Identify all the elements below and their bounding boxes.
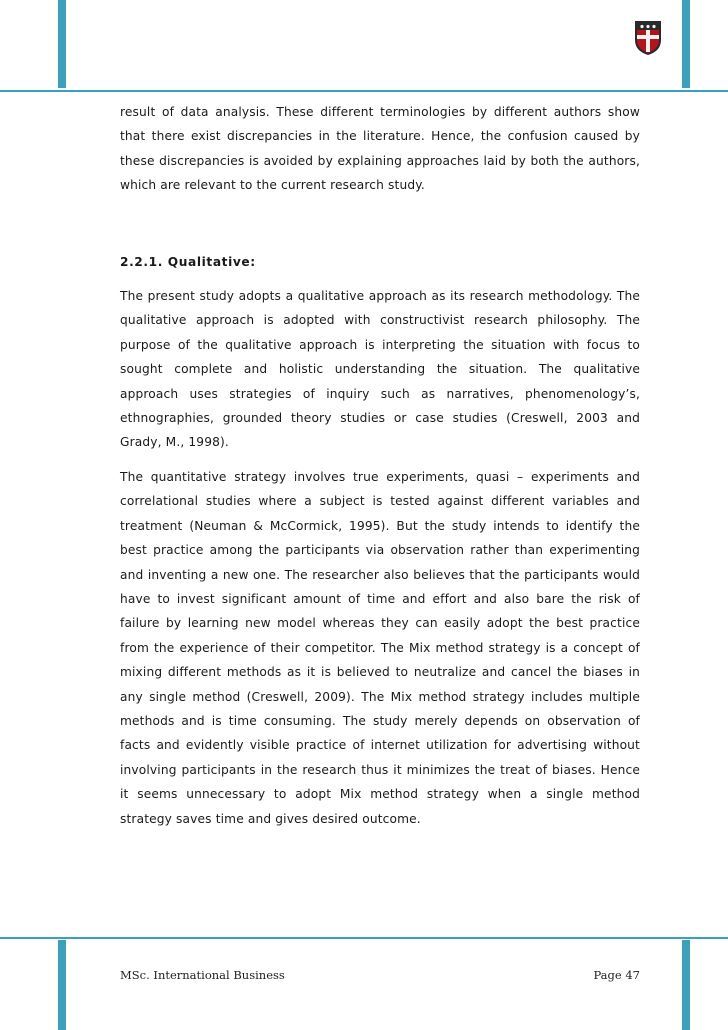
right-bottom-border-bar xyxy=(682,940,690,1030)
footer-rule xyxy=(0,937,728,939)
header-rule xyxy=(0,90,728,92)
intro-paragraph: result of data analysis. These different terminologies by different authors show that there exist discrepancies in the literature. Hence, the confusion caused by these discrepancies is avoided by explaining approaches laid by both the authors, which are relevant to the current research study. xyxy=(120,105,640,193)
university-crest-icon xyxy=(634,20,662,56)
body-paragraph-2: The quantitative strategy involves true experiments, quasi – experiments and correlational studies where a subject is tested against different variables and treatment (Neuman & McCormick, 1995). But the study intends to identify the best practice among the participants via observation rather than experimenting and inventing a new one. The researcher also believes that the participants would have to invest significant amount of time and effort and also bare the risk of failure by learning new model whereas they can easily adopt the best practice from the experience of their competitor. The Mix method strategy is a concept of mixing different methods as it is believed to neutralize and cancel the biases in any single method (Creswell, 2009). The Mix method strategy includes multiple methods and is time consuming. The study merely depends on observation of facts and evidently visible practice of internet utilization for advertising without involving participants in the research thus it minimizes the treat of biases. Hence it seems unnecessary to adopt Mix method strategy when a single method strategy saves time and gives desired outcome. xyxy=(120,469,640,826)
footer-course-title: MSc. International Business xyxy=(120,968,285,982)
right-top-border-bar xyxy=(682,0,690,88)
document-body xyxy=(120,100,640,831)
left-top-border-bar xyxy=(58,0,66,88)
left-bottom-border-bar xyxy=(58,940,66,1030)
body-paragraph-1: The present study adopts a qualitative approach as its research methodology. The qualitative approach is adopted with constructivist research philosophy. The purpose of the qualitative approach is interpreting the situation with focus to sought complete and holistic understanding the situation. The qualitative approach uses strategies of inquiry such as narratives, phenomenology’s, ethnographies, grounded theory studies or case studies (Creswell, 2003 and Grady, M., 1998). xyxy=(120,289,640,450)
section-heading: 2.2.1. Qualitative: xyxy=(120,254,256,269)
footer-page-number: Page 47 xyxy=(593,968,640,982)
